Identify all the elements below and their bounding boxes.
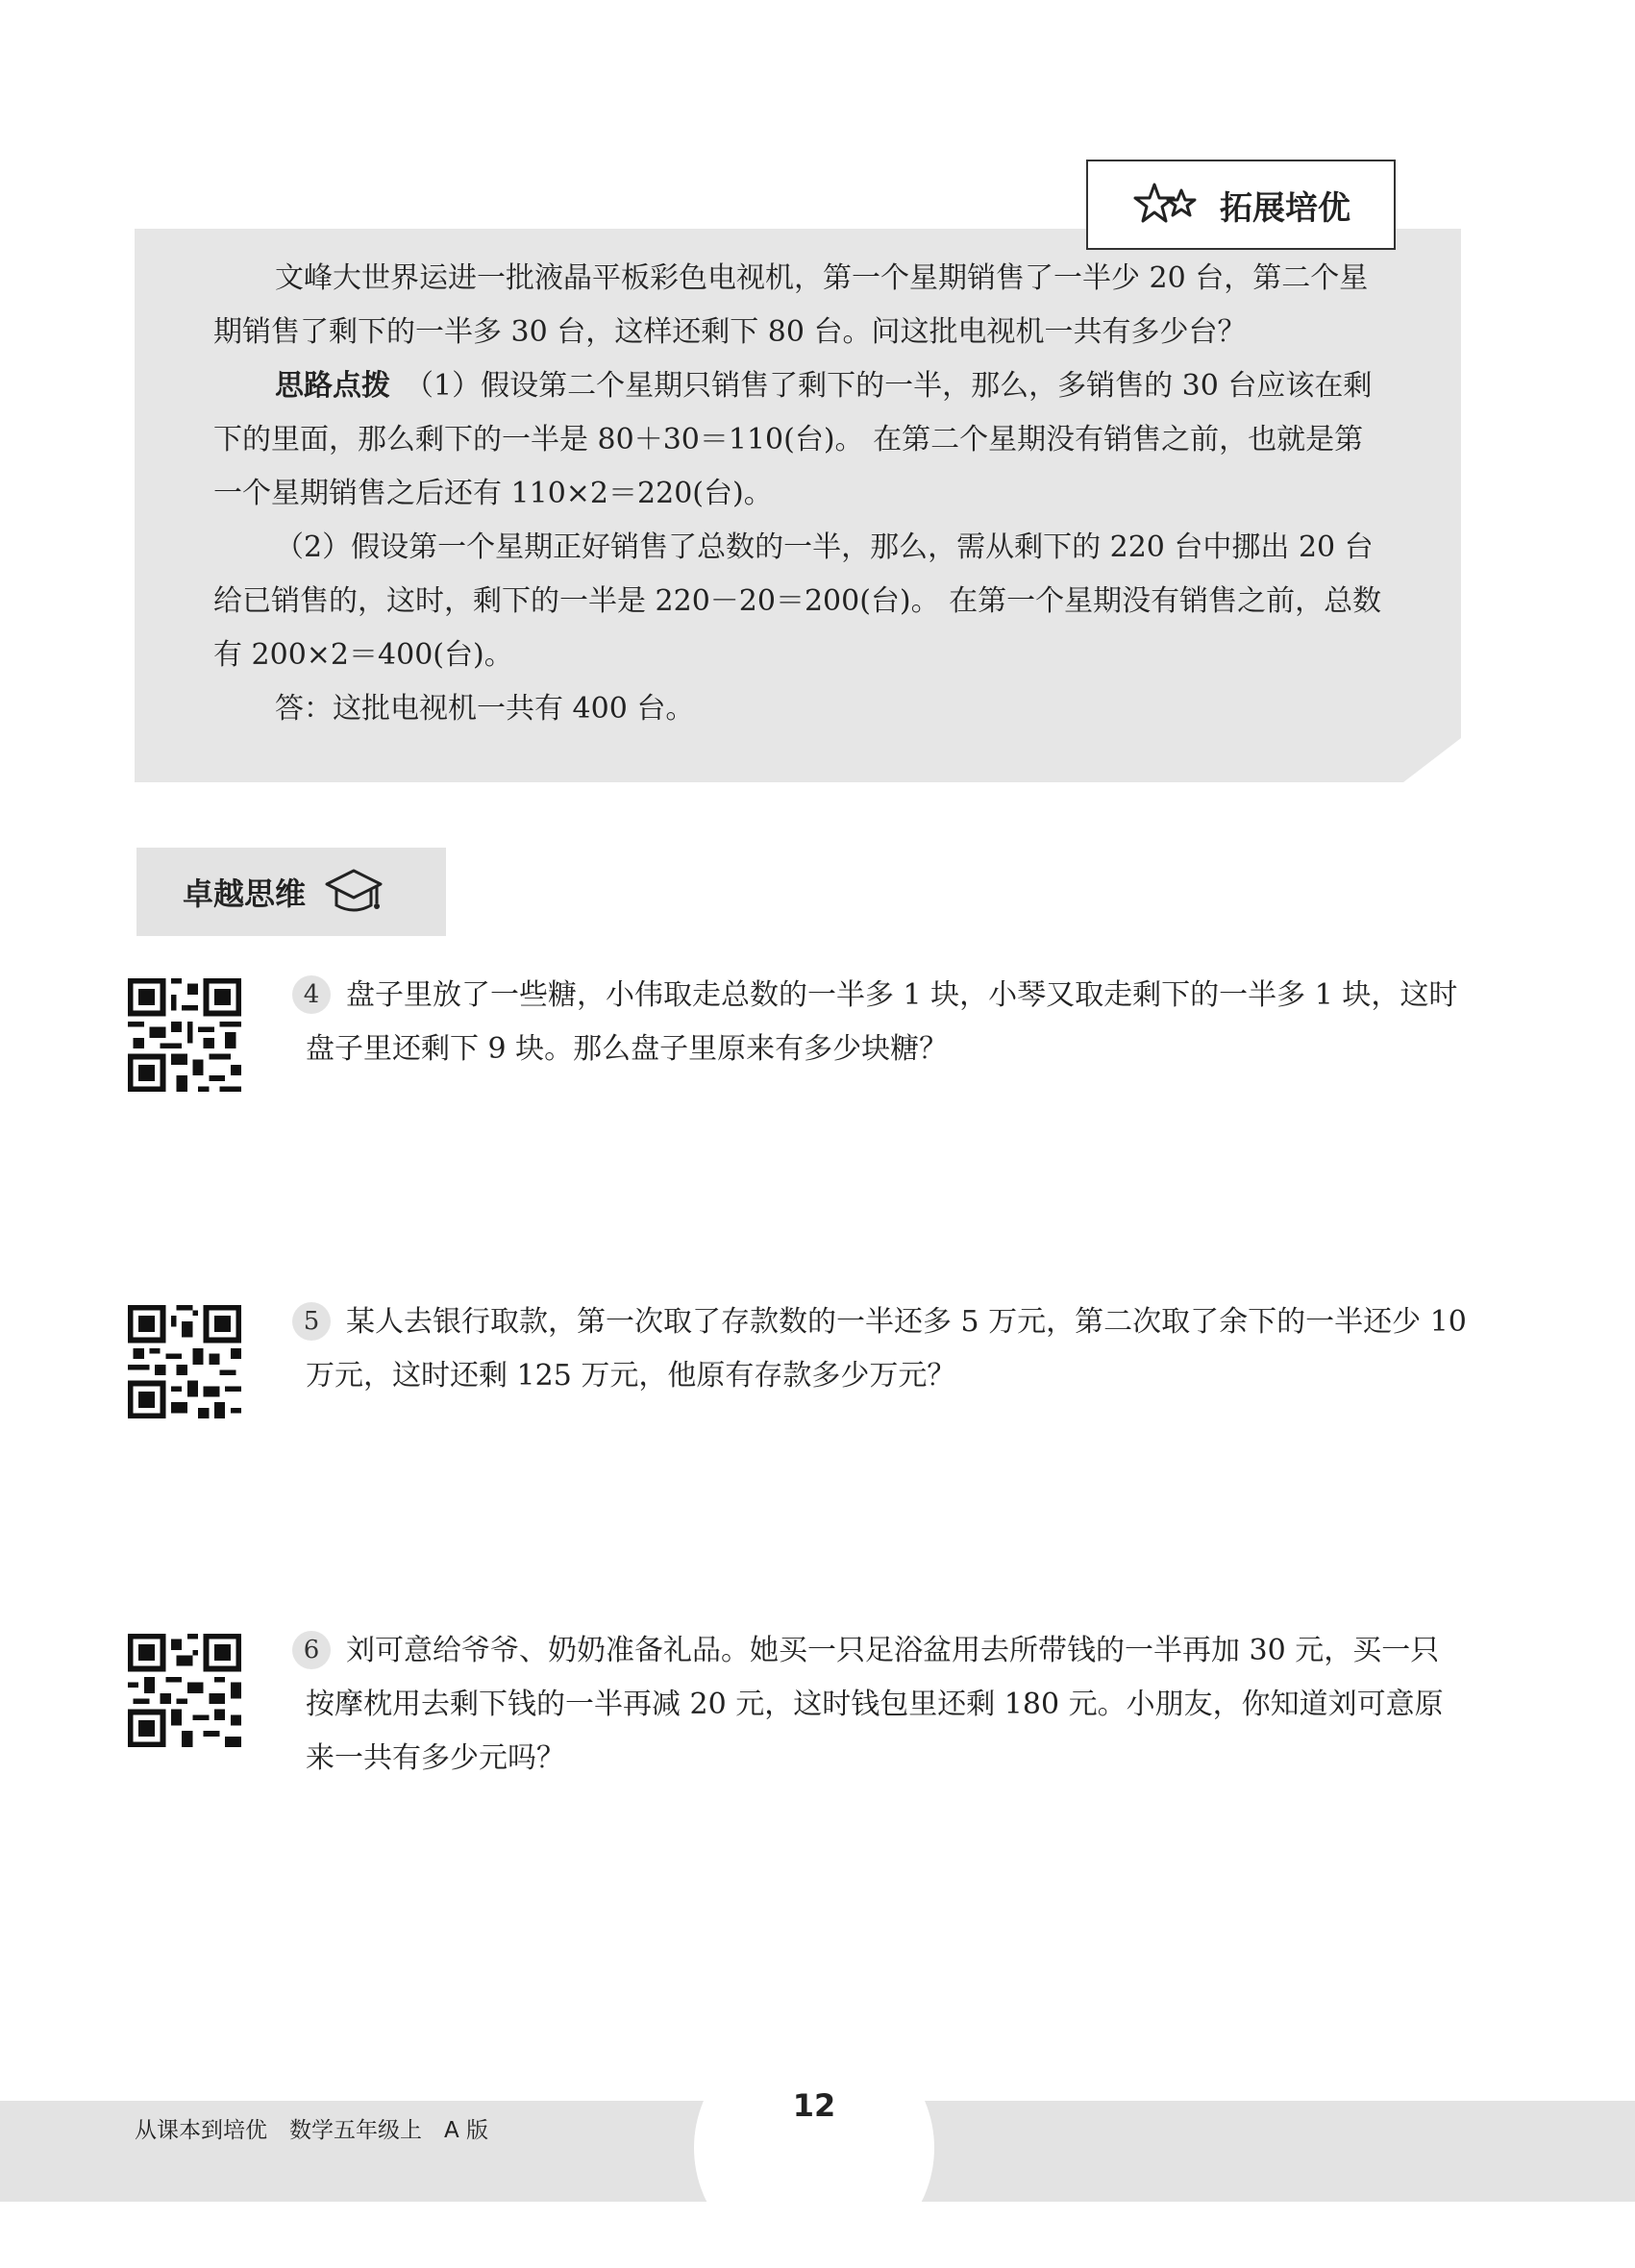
section-header bbox=[136, 848, 446, 936]
extension-hint-1: 思路点拨 （1）假设第二个星期只销售了剩下的一半，那么，多销售的 30 台应该在剩下的里面，那么剩下的一半是 80＋30＝110(台)。 在第二个星期没有销售之前，也就是第一个星期销售之后还有 110×2＝220(台)。 bbox=[213, 369, 1373, 510]
problem-text: 刘可意给爷爷、奶奶准备礼品。她买一只足浴盆用去所带钱的一半再加 30 元，买一只按摩枕用去剩下钱的一半再减 20 元，这时钱包里还剩 180 元。小朋友，你知道刘可意原来一共有多少元吗？ bbox=[306, 1634, 1444, 1775]
extension-title: 拓展培优 bbox=[1220, 188, 1350, 228]
problem-number: 5 bbox=[292, 1302, 331, 1341]
extension-title-box bbox=[1086, 160, 1396, 250]
section-title: 卓越思维 bbox=[183, 875, 307, 912]
problem-text: 盘子里放了一些糖，小伟取走总数的一半多 1 块，小琴又取走剩下的一半多 1 块，这时盘子里还剩下 9 块。那么盘子里原来有多少块糖？ bbox=[306, 978, 1458, 1066]
problem-4 bbox=[303, 969, 1467, 1076]
problem-number: 6 bbox=[292, 1631, 331, 1669]
problem-text: 某人去银行取款，第一次取了存款数的一半还多 5 万元，第二次取了余下的一半还少 10 万元，这时还剩 125 万元，他原有存款多少万元？ bbox=[306, 1305, 1467, 1393]
extension-answer: 答：这批电视机一共有 400 台。 bbox=[275, 692, 695, 726]
qr-code-icon[interactable] bbox=[128, 978, 241, 1092]
qr-code-icon[interactable] bbox=[128, 1634, 241, 1747]
hint-label: 思路点拨 bbox=[275, 369, 390, 403]
extension-problem: 文峰大世界运进一批液晶平板彩色电视机，第一个星期销售了一半少 20 台，第二个星期销售了剩下的一半多 30 台，这样还剩下 80 台。问这批电视机一共有多少台？ bbox=[213, 261, 1369, 349]
extension-text bbox=[213, 252, 1392, 736]
page-number-circle bbox=[694, 2028, 934, 2268]
problem-number: 4 bbox=[292, 975, 331, 1014]
page-number: 12 bbox=[792, 2087, 836, 2124]
graduation-cap-icon bbox=[323, 865, 384, 919]
qr-code-icon[interactable] bbox=[128, 1305, 241, 1418]
problem-5 bbox=[303, 1295, 1467, 1403]
book-title: 从课本到培优 数学五年级上 A 版 bbox=[135, 2118, 489, 2143]
stars-icon bbox=[1131, 181, 1202, 229]
extension-hint-2: （2）假设第一个星期正好销售了总数的一半，那么，需从剩下的 220 台中挪出 20 台给已销售的，这时，剩下的一半是 220－20＝200(台)。 在第一个星期没有销售之前，总数有 200×2＝400(台)。 bbox=[213, 530, 1382, 672]
problem-6 bbox=[303, 1624, 1467, 1786]
